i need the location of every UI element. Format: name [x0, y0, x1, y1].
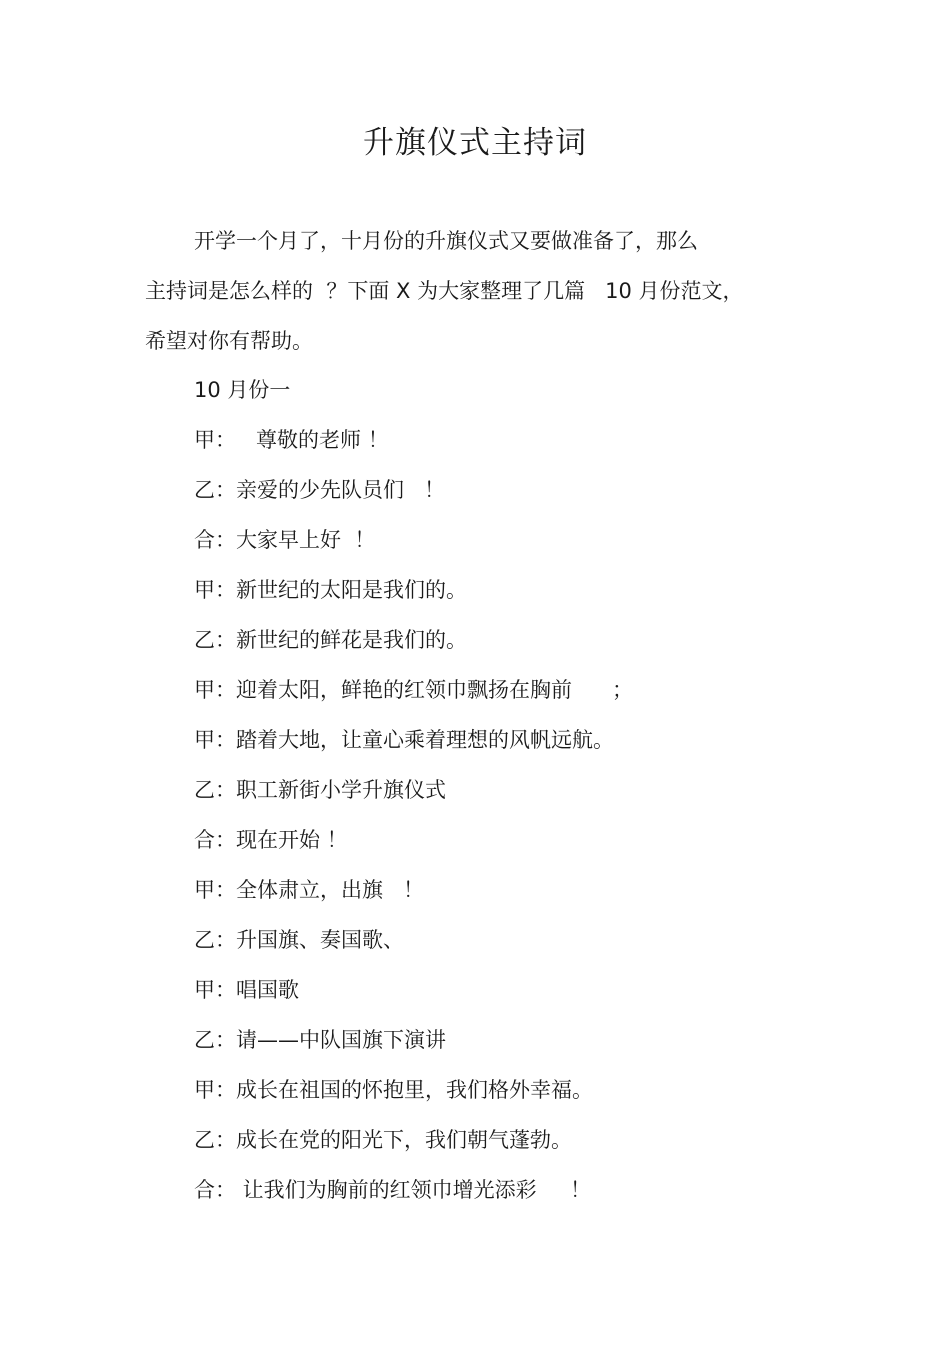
dialogue-line: 乙：升国旗、奏国歌、	[194, 928, 404, 952]
intro-line-1: 开学一个月了，十月份的升旗仪式又要做准备了，那么	[194, 229, 698, 253]
dialogue-line: 甲：全体肃立，出旗 ！	[194, 878, 425, 902]
dialogue-line: 甲： 尊敬的老师 ！	[194, 428, 389, 452]
document-title: 升旗仪式主持词	[363, 125, 587, 161]
dialogue-line: 乙：新世纪的鲜花是我们的。	[194, 628, 467, 652]
dialogue-line: 乙：亲爱的少先队员们 ！	[194, 478, 446, 502]
dialogue-line: 合：现在开始 ！	[194, 828, 348, 852]
dialogue-line: 甲：唱国歌	[194, 978, 299, 1002]
dialogue-line: 乙：职工新街小学升旗仪式	[194, 778, 446, 802]
intro-line-2: 主持词是怎么样的 ？下面 X 为大家整理了几篇 10 月份范文，	[145, 279, 744, 303]
dialogue-line: 甲：迎着太阳，鲜艳的红领巾飘扬在胸前 ；	[194, 678, 634, 702]
dialogue-line: 甲：成长在祖国的怀抱里，我们格外幸福。	[194, 1078, 593, 1102]
dialogue-line: 乙：请——中队国旗下演讲	[194, 1028, 446, 1052]
dialogue-line: 合： 让我们为胸前的红领巾增光添彩 ！	[194, 1178, 592, 1202]
dialogue-line: 合：大家早上好 ！	[194, 528, 376, 552]
dialogue-line: 甲：新世纪的太阳是我们的。	[194, 578, 467, 602]
dialogue-line: 甲：踏着大地，让童心乘着理想的风帆远航。	[194, 728, 614, 752]
intro-line-3: 希望对你有帮助。	[145, 329, 313, 353]
dialogue-line: 乙：成长在党的阳光下，我们朝气蓬勃。	[194, 1128, 572, 1152]
section-heading: 10 月份一	[194, 378, 291, 402]
